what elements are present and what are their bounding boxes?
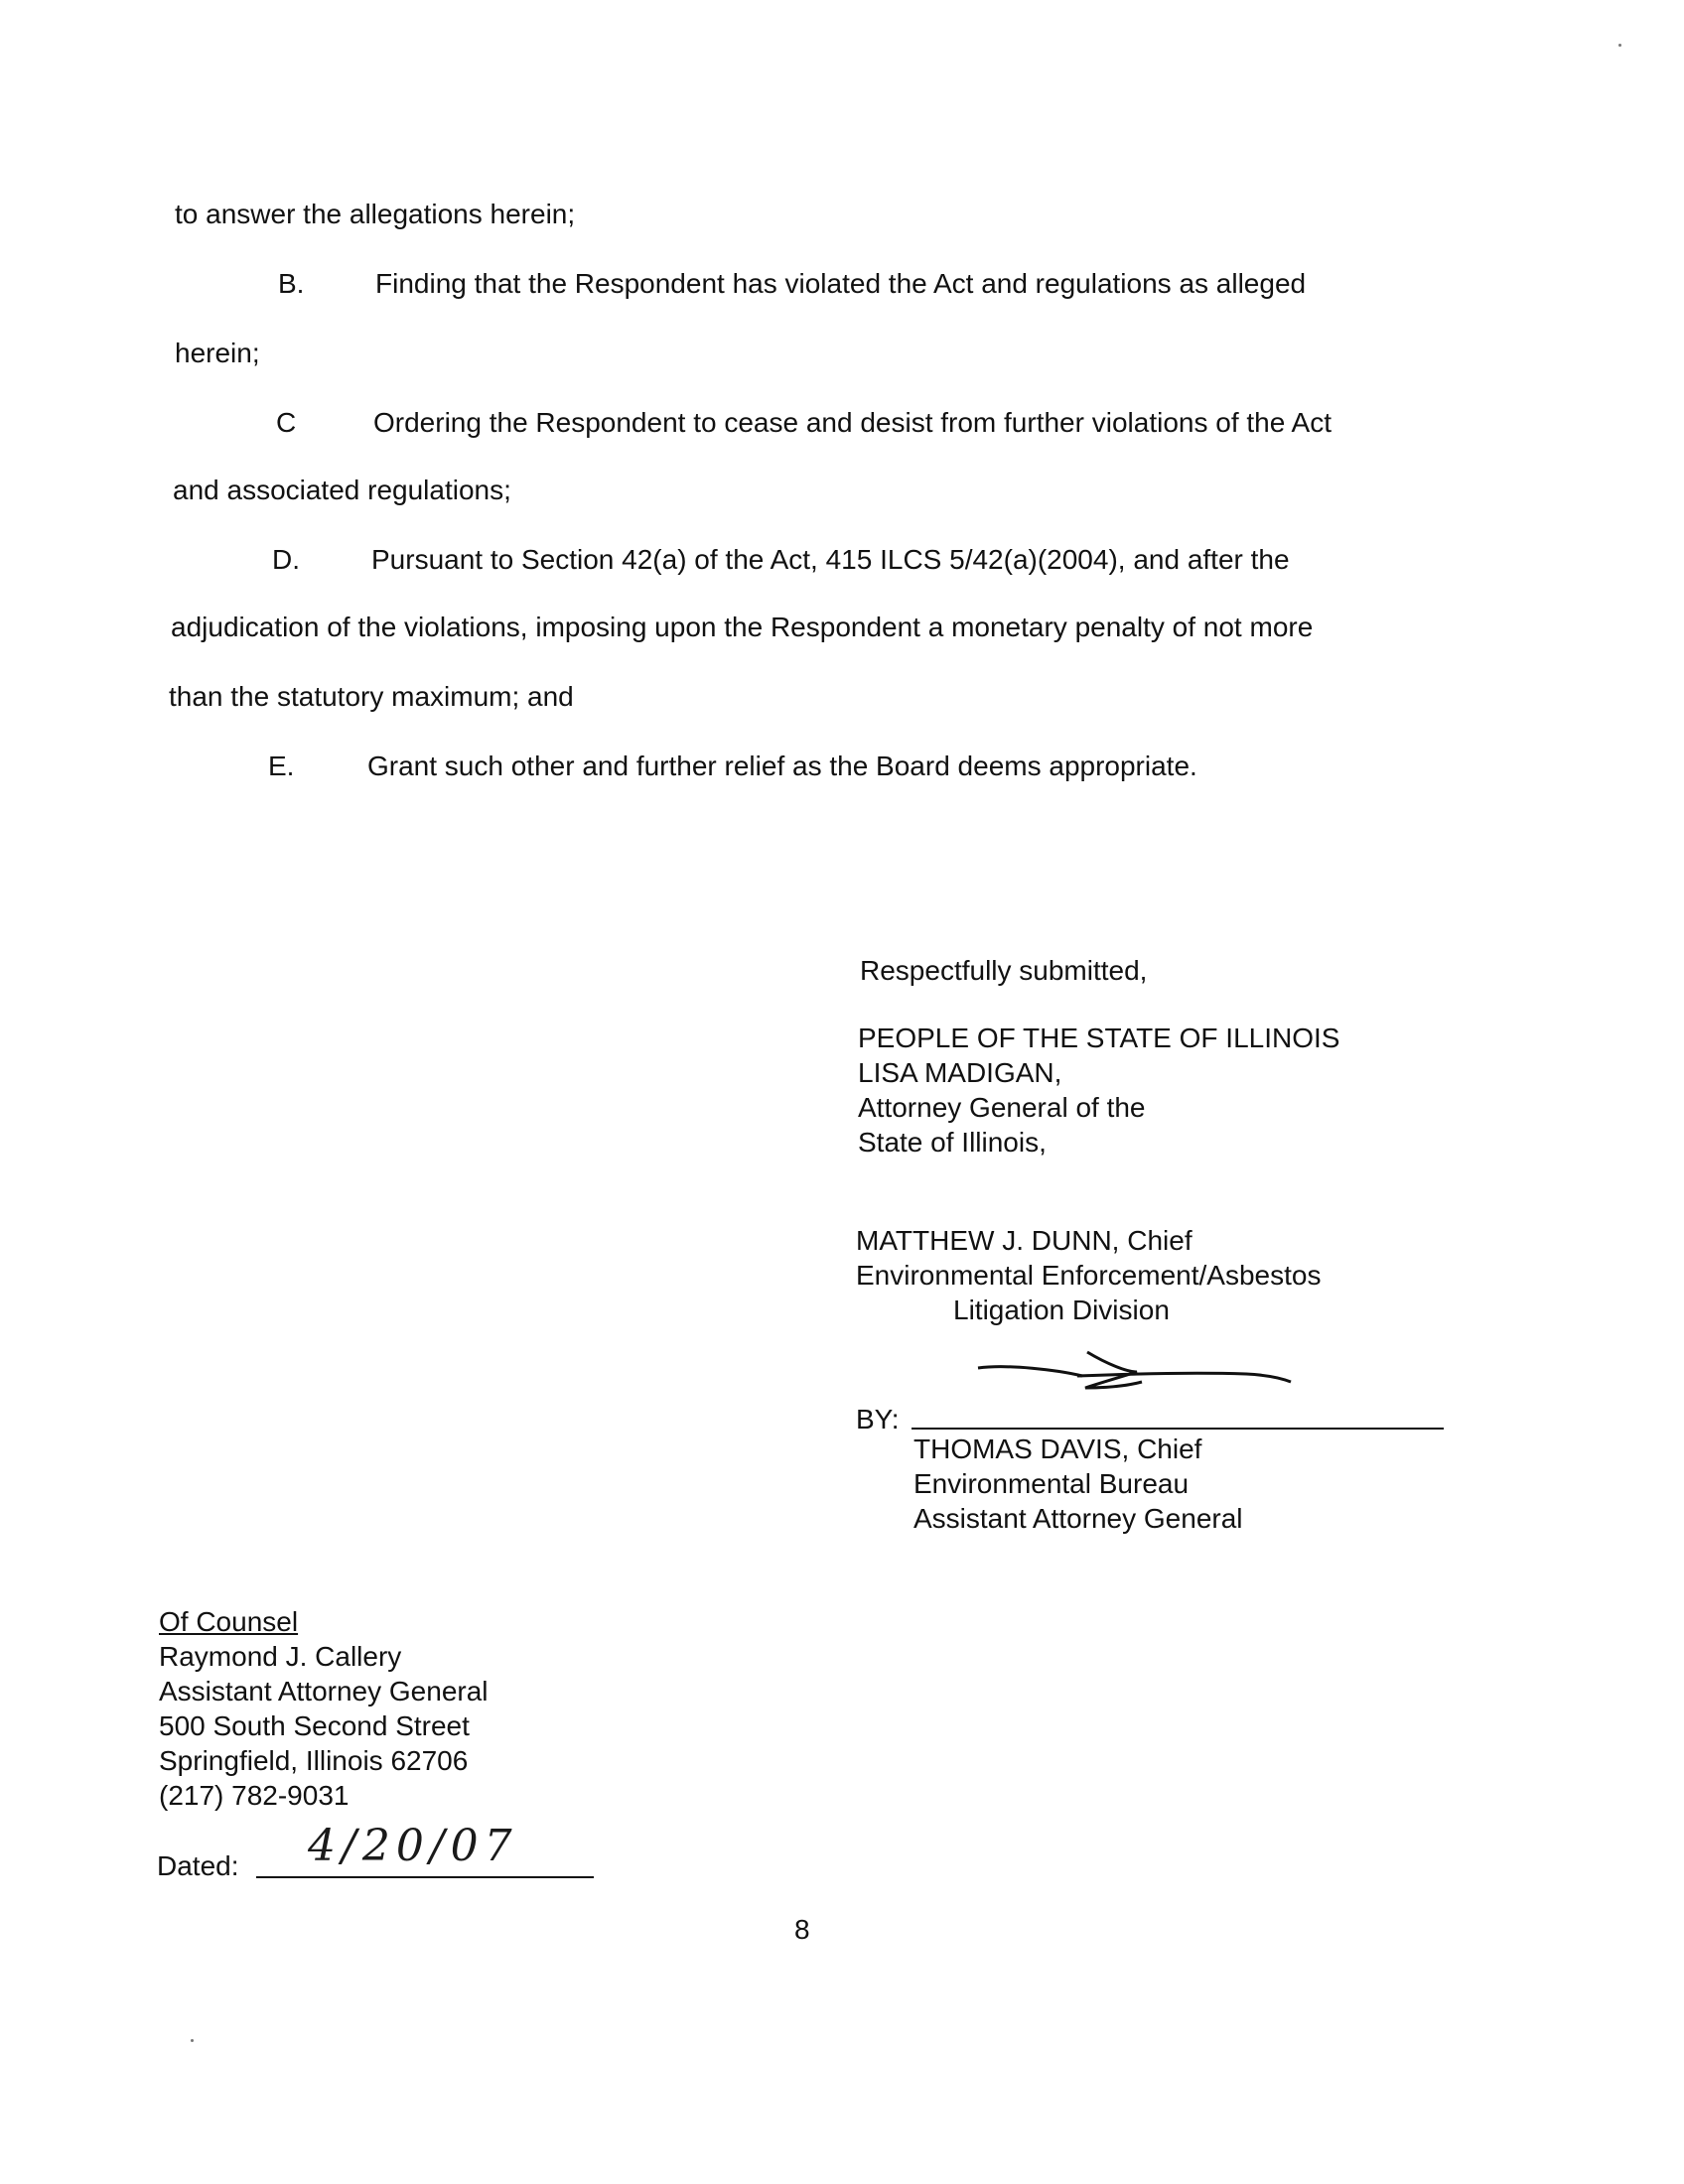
party-line-3: Attorney General of the [858,1092,1146,1123]
signature-line [912,1428,1444,1430]
party-line-1: PEOPLE OF THE STATE OF ILLINOIS [858,1023,1340,1053]
division-line-1: MATTHEW J. DUNN, Chief [856,1225,1193,1256]
division-line-2: Environmental Enforcement/Asbestos [856,1260,1322,1291]
item-b-continuation: herein; [175,338,260,368]
of-counsel-heading: Of Counsel [159,1606,299,1637]
party-line-2: LISA MADIGAN, [858,1057,1062,1088]
dated-line [256,1876,594,1878]
page-number: 8 [794,1914,810,1945]
division-line-3: Litigation Division [953,1295,1170,1325]
dated-value: 4/20/07 [308,1821,518,1871]
signer-line-3: Assistant Attorney General [913,1503,1243,1534]
item-e-text: Grant such other and further relief as the Board deems appropriate. [367,751,1197,781]
item-d-marker: D. [272,544,300,575]
item-e-marker: E. [268,751,295,781]
party-line-4: State of Illinois, [858,1127,1047,1158]
counsel-line-1: Raymond J. Callery [159,1641,402,1672]
scan-speck [1618,44,1621,47]
continuation-line: to answer the allegations herein; [175,199,576,229]
item-d-continuation-2: than the statutory maximum; and [169,681,574,712]
item-c-continuation: and associated regulations; [173,475,511,505]
by-label: BY: [856,1404,900,1434]
item-c-text: Ordering the Respondent to cease and desist from further violations of the Act [373,407,1332,438]
counsel-line-5: (217) 782-9031 [159,1780,350,1811]
item-c-marker: C [276,407,297,438]
item-b-text: Finding that the Respondent has violated the Act and regulations as alleged [375,268,1307,299]
item-b-marker: B. [278,268,305,299]
signer-line-1: THOMAS DAVIS, Chief [913,1433,1202,1464]
item-d-text: Pursuant to Section 42(a) of the Act, 415 ILCS 5/42(a)(2004), and after the [371,544,1290,575]
scan-speck [191,2039,194,2042]
signature-image [968,1342,1306,1402]
signer-line-2: Environmental Bureau [913,1468,1190,1499]
closing: Respectfully submitted, [860,955,1148,986]
counsel-line-2: Assistant Attorney General [159,1676,489,1706]
counsel-line-3: 500 South Second Street [159,1710,470,1741]
dated-label: Dated: [157,1850,239,1881]
counsel-line-4: Springfield, Illinois 62706 [159,1745,469,1776]
item-d-continuation-1: adjudication of the violations, imposing upon the Respondent a monetary penalty of not more [171,612,1314,642]
